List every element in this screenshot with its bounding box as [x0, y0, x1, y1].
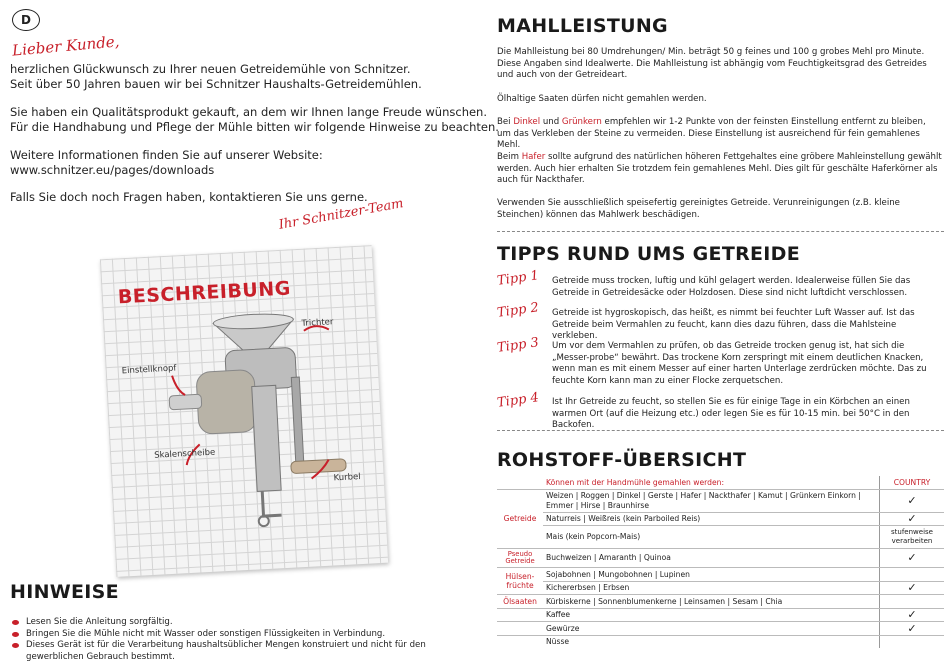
tipp-4-label: Tipp 4 [496, 390, 540, 411]
table-cell: Kürbiskerne | Sonnenblumenkerne | Leinsamen | Sesam | Chia [543, 595, 880, 609]
tipp-2-text: Getreide ist hygroskopisch, das heißt, es nimmt bei feuchter Luft Wasser auf. Ist das Getreide beim Vermahlen zu feucht, kann dies dazu führen, dass die Mahlsteine verkleben. [552, 308, 915, 341]
table-cell: Weizen | Roggen | Dinkel | Gerste | Hafer | Nackthafer | Kamut | Grünkern Einkorn | Emmer | Hirse | Braunhirse [543, 489, 880, 512]
tipp-1-text: Getreide muss trocken, luftig und kühl gelagert werden. Idealerweise füllen Sie das Getreide in Getreidesäcke oder Holzdosen. Diese sind nicht luftdicht verschlossen. [552, 276, 911, 298]
check-icon: ✓ [880, 549, 945, 568]
rohstoff-table [497, 476, 944, 648]
grain-mill-drawing [100, 245, 388, 577]
table-header-row [497, 476, 944, 489]
intro-line-1: herzlichen Glückwunsch zu Ihrer neuen Getreidemühle von Schnitzer. [10, 62, 411, 76]
tipp-3-text: Um vor dem Vermahlen zu prüfen, ob das Getreide trocken genug ist, hat sich die „Messer-probe“ bewährt. Das trockene Korn zerspringt mit einem deutlichen Knacken, wenn man es mit einem Messer auf einer harten Unterlage zerdrücken möchte. Das zu feuchte Korn kann man zu einer Flocke zerquetschen. [552, 341, 927, 386]
greeting: Lieber Kunde, [11, 32, 121, 60]
label-einstellknopf: Einstellknopf [121, 363, 177, 377]
check-icon: ✓ [880, 512, 945, 526]
mahlleistung-paragraph-5: Verwenden Sie ausschließlich speisefertig gereinigtes Getreide. Verunreinigungen (z.B. kleine Steinchen) können das Mahlwerk beschädigen. [497, 198, 900, 220]
table-note: stufenweise verarbeiten [880, 526, 945, 549]
tipps-title: TIPPS RUND UMS GETREIDE [497, 243, 801, 265]
tipp-4-text: Ist Ihr Getreide zu feucht, so stellen Sie es für einige Tage in ein Körbchen an einen warmen Ort (auf die Heizung etc.) oder legen Sie es für 10-15 min. bei 50°C in den Backofen. [552, 397, 910, 430]
intro-line-5: Weitere Informationen finden Sie auf unserer Website: [10, 148, 323, 162]
hinweis-item: Dieses Gerät ist für die Verarbeitung haushaltsüblicher Mengen konstruiert und nicht für den gewerblichen Gebrauch bestimmt. [10, 640, 430, 663]
category-pseudo-getreide: Pseudo Getreide [497, 549, 543, 568]
separator [497, 430, 944, 431]
category-oelsaaten: Ölsaaten [497, 595, 543, 609]
beschreibung-title: BESCHREIBUNG [117, 277, 292, 309]
table-cell: Sojabohnen | Mungobohnen | Lupinen [543, 568, 880, 582]
website-link[interactable]: www.schnitzer.eu/pages/downloads [10, 163, 215, 177]
table-cell: Naturreis | Weißreis (kein Parboiled Reis) [543, 512, 880, 526]
table-row [497, 635, 944, 648]
hinweis-item: Bringen Sie die Mühle nicht mit Wasser oder sonstigen Flüssigkeiten in Verbindung. [10, 629, 430, 641]
label-skalenscheibe: Skalenscheibe [153, 447, 216, 461]
category-getreide: Getreide [497, 489, 543, 549]
intro-line-4: Für die Handhabung und Pflege der Mühle bitten wir folgende Hinweise zu beachten. [10, 120, 499, 134]
separator [497, 231, 944, 232]
category-huelsenfruechte: Hülsen-früchte [497, 568, 543, 595]
rohstoff-title: ROHSTOFF-ÜBERSICHT [497, 449, 747, 471]
mahlleistung-paragraph-4: Beim Hafer sollte aufgrund des natürlichen höheren Fettgehaltes eine gröbere Mahleinstellung gewählt werden. Auch hier erhalten Sie trotzdem fein gemahlenes Mehl. Dies gilt für geschälte Haferkörner als auch für Nackthafer. [497, 152, 942, 185]
tipp-2-label: Tipp 2 [496, 300, 540, 321]
table-cell: Gewürze [543, 622, 880, 636]
signature: Ihr Schnitzer-Team [277, 196, 405, 233]
check-icon: ✓ [880, 581, 945, 595]
mahlleistung-title: MAHLLEISTUNG [497, 15, 668, 37]
beschreibung-illustration [100, 245, 388, 577]
intro-line-3: Sie haben ein Qualitätsprodukt gekauft, an dem wir Ihnen lange Freude wünschen. [10, 105, 487, 119]
hinweise-title: HINWEISE [10, 581, 119, 603]
table-cell: Kaffee [543, 608, 880, 622]
table-row [497, 489, 944, 512]
table-row [497, 526, 944, 549]
table-row [497, 595, 944, 609]
table-row [497, 608, 944, 622]
hinweis-item: Lesen Sie die Anleitung sorgfältig. [10, 617, 430, 629]
table-row [497, 568, 944, 582]
tipp-3-label: Tipp 3 [496, 335, 540, 356]
table-cell: Mais (kein Popcorn-Mais) [543, 526, 880, 549]
table-row [497, 581, 944, 595]
table-cell: Nüsse [546, 637, 570, 646]
intro-line-7: Falls Sie doch noch Fragen haben, kontaktieren Sie uns gerne. [10, 190, 368, 204]
label-trichter: Trichter [301, 317, 334, 329]
language-badge: D [12, 9, 40, 31]
tipp-1-label: Tipp 1 [496, 268, 540, 289]
hinweise-list [10, 617, 430, 663]
check-icon: ✓ [880, 608, 945, 622]
mahlleistung-paragraph-3: Bei Dinkel und Grünkern empfehlen wir 1-2 Punkte von der feinsten Einstellung entfernt zu bleiben, um das Verkleben der Steine zu vermeiden. Diese Einstellung ist ausreichend für fein gemahlenes Mehl. [497, 117, 926, 150]
mahlleistung-warning: Ölhaltige Saaten dürfen nicht gemahlen werden. [497, 94, 707, 104]
check-icon: ✓ [880, 622, 945, 636]
table-header-country: COUNTRY [880, 476, 945, 489]
mahlleistung-paragraph-1: Die Mahlleistung bei 80 Umdrehungen/ Min. beträgt 50 g feines und 100 g grobes Mehl pro Minute. Diese Angaben sind Idealwerte. Die Mahlleistung ist abhängig vom Feuchtigkeitsgrad des Getreides und auch von der Getreideart. [497, 47, 927, 80]
table-row [497, 549, 944, 568]
table-row [497, 512, 944, 526]
table-cell: Buchweizen | Amaranth | Quinoa [543, 549, 880, 568]
table-cell: Kichererbsen | Erbsen [543, 581, 880, 595]
label-kurbel: Kurbel [333, 471, 361, 484]
table-header-text: Können mit der Handmühle gemahlen werden: [543, 476, 880, 489]
table-row [497, 622, 944, 636]
check-icon: ✓ [880, 489, 945, 512]
intro-line-2: Seit über 50 Jahren bauen wir bei Schnitzer Haushalts-Getreidemühlen. [10, 77, 422, 91]
